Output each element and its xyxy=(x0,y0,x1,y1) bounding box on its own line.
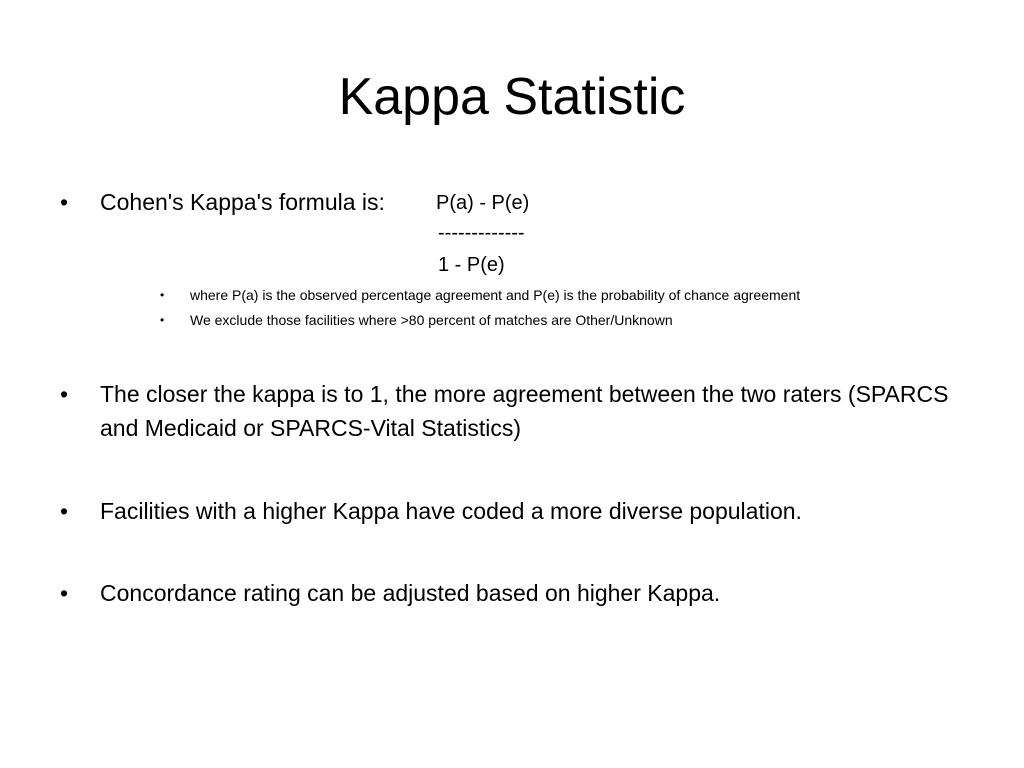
bullet-text: Concordance rating can be adjusted based on higher Kappa. xyxy=(100,580,721,606)
formula-intro: Cohen's Kappa's formula is: xyxy=(100,189,385,215)
bullet-text: Facilities with a higher Kappa have coded a more diverse population. xyxy=(100,498,802,524)
bullet-text: The closer the kappa is to 1, the more agreement between the two raters (SPARCS and Medicaid or SPARCS-Vital Statistics) xyxy=(100,381,949,441)
bullet-marker: • xyxy=(60,189,69,215)
sub-bullet-marker: • xyxy=(160,313,165,327)
bullet-marker: • xyxy=(60,381,69,407)
sub-bullet-marker: • xyxy=(160,288,165,302)
formula-numerator: P(a) - P(e) xyxy=(436,192,530,214)
bullet-marker: • xyxy=(60,498,69,524)
formula-note-text: where P(a) is the observed percentage agreement and P(e) is the probability of chance agreement xyxy=(190,287,801,303)
slide-title: Kappa Statistic xyxy=(338,68,686,126)
bullet-marker: • xyxy=(60,580,69,606)
formula-denominator: 1 - P(e) xyxy=(438,254,505,276)
formula-divider: ------------- xyxy=(438,222,525,244)
formula-note-text: We exclude those facilities where >80 percent of matches are Other/Unknown xyxy=(190,312,673,328)
